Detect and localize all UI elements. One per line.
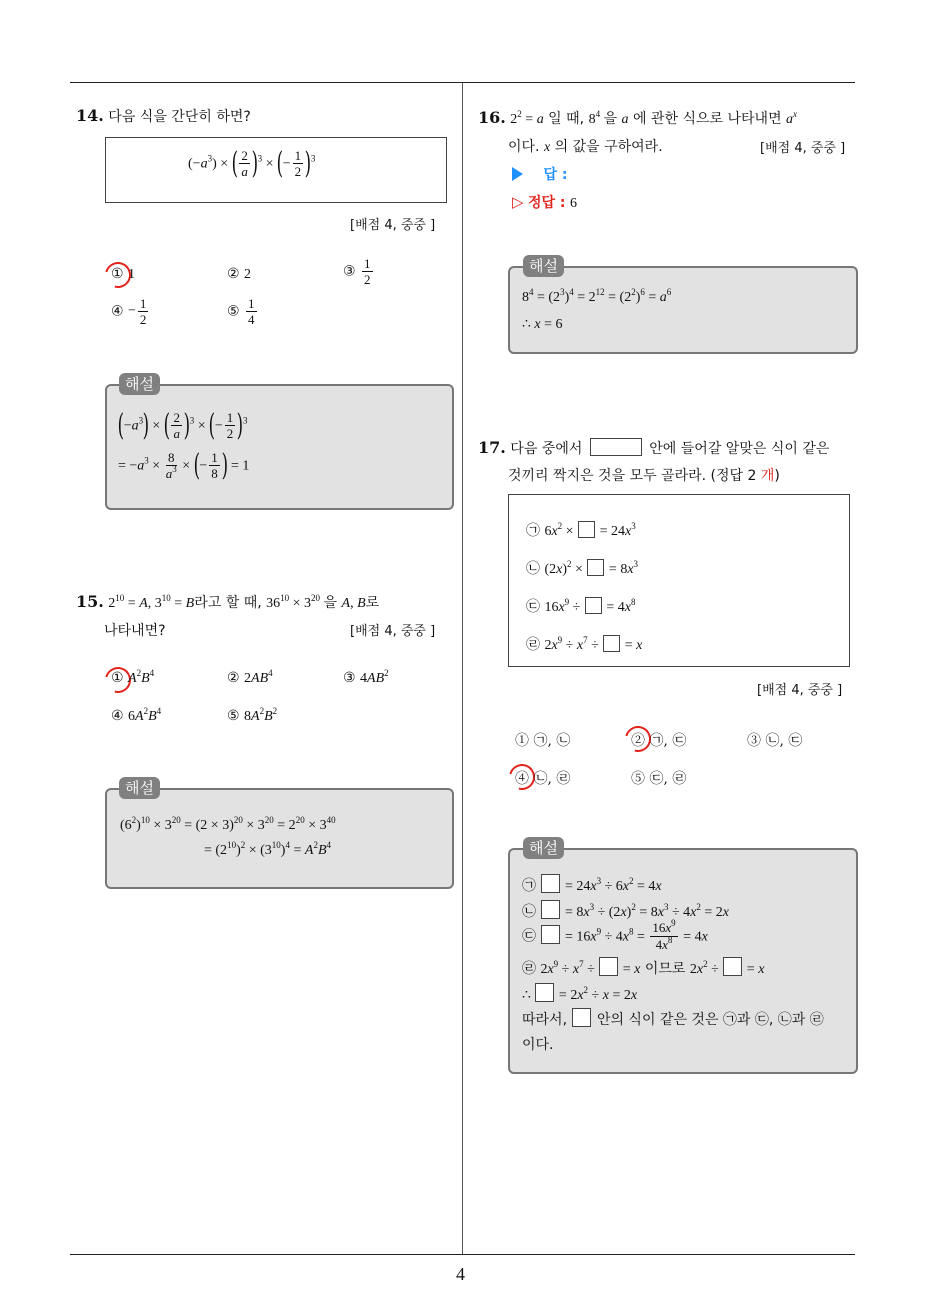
- explanation-tab: 해설: [119, 777, 160, 799]
- explanation-line-2: ㉡ = $8x^3 \div (2x)^2 = 8x^3 \div 4x^2 = 2x$: [522, 902, 729, 920]
- blank-box: [590, 438, 642, 456]
- choice-4[interactable]: ④ $6A^2B^4$: [111, 706, 162, 724]
- explanation-line-1: $(6^2)^{10} \times 3^{20} = (2 \times 3)^{20} \times 3^{20} = 2^{20} \times 3^{40}$: [120, 815, 336, 833]
- explanation-line-2: = $(2^{10})^2 \times (3^{10})^4 = A^2B^4$: [204, 840, 331, 858]
- explanation-line-2: = $-a^3$ × $\frac{8}{a^3}$ × (− $\frac{1}{8}$ ) = 1: [118, 448, 250, 483]
- explanation-box: [105, 384, 454, 510]
- answer-row: [512, 164, 567, 184]
- score-label: [배점 4, 중중 ]: [350, 218, 436, 233]
- question-15-line2: 나타내면?: [104, 623, 166, 639]
- choice-3[interactable]: ③ $\frac{1}{2}$: [343, 256, 371, 287]
- explanation-line-3: ㉢ = $16x^9 \div 4x^8$ = $\frac{16x^9}{4x^8}$ = 4x: [522, 918, 708, 952]
- bottom-rule: [70, 1254, 855, 1255]
- question-number: 16.: [478, 108, 506, 127]
- choice-1[interactable]: ① ㉠, ㉡: [515, 733, 571, 749]
- question-17: 17. 다음 중에서 안에 들어갈 알맞은 식이 같은: [478, 438, 830, 457]
- question-16: 16. $2^2 = a$ 일 때, $8^4$ 을 a 에 관한 식으로 나타내면 $a^x$: [478, 108, 798, 127]
- choice-3[interactable]: ③ $4AB^2$: [343, 668, 389, 686]
- explanation-box: [508, 266, 858, 354]
- question-16-line2: 이다. x 의 값을 구하여라.: [508, 139, 663, 155]
- question-text: 다음 식을 간단히 하면?: [108, 109, 251, 125]
- explanation-line-6: 따라서, 안의 식이 같은 것은 ㉠과 ㉢, ㉡과 ㉣: [522, 1008, 824, 1029]
- question-17-line2: 것끼리 짝지은 것을 모두 골라라. (정답 2 개): [508, 468, 780, 484]
- outline-arrow-icon: ▷: [512, 193, 524, 211]
- item-2: ㉡ $(2x)^2$ × = $8x^3$: [526, 559, 639, 577]
- explanation-tab: 해설: [523, 837, 564, 859]
- page-number: 4: [456, 1264, 465, 1284]
- score-label: [배점 4, 중중 ]: [760, 141, 846, 156]
- explanation-tab: 해설: [523, 255, 564, 277]
- item-4: ㉣ $2x^9 \div x^7$ ÷ = x: [526, 635, 643, 653]
- explanation-line-1: ㉠ = $24x^3 \div 6x^2 = 4x$: [522, 876, 662, 894]
- question-14: [76, 106, 251, 126]
- explanation-line-4: ㉣ $2x^9 \div x^7$ ÷ = x 이므로 $2x^2$ ÷ = x: [522, 959, 765, 977]
- question-15: 15. $2^{10} = A$, $3^{10} = B$라고 할 때, $36^{10} \times 3^{20}$ 을 A, B로: [76, 592, 380, 611]
- choice-2[interactable]: ② 2: [227, 266, 252, 282]
- item-3: ㉢ $16x^9$ ÷ = $4x^8$: [526, 597, 636, 615]
- choice-2[interactable]: ② ㉠, ㉢: [631, 733, 687, 749]
- explanation-line-1: $8^4 = (2^3)^4 = 2^{12} = (2^2)^6 = a^6$: [522, 287, 672, 305]
- question-number: 14.: [76, 106, 104, 125]
- item-1: ㉠ $6x^2$ × = $24x^3$: [526, 521, 636, 539]
- choice-5[interactable]: ⑤ $8A^2B^2$: [227, 706, 278, 724]
- correct-row: [512, 192, 577, 212]
- choice-3[interactable]: ③ ㉡, ㉢: [747, 733, 803, 749]
- choice-4[interactable]: ④ ㉡, ㉣: [515, 771, 571, 787]
- choice-5[interactable]: ⑤ $\frac{1}{4}$: [227, 296, 255, 327]
- correct-value: 6: [569, 196, 577, 211]
- explanation-line-7: 이다.: [522, 1037, 554, 1053]
- score-label: [배점 4, 중중 ]: [757, 683, 843, 698]
- question-number: 15.: [76, 592, 104, 611]
- correct-label: 정답 :: [528, 195, 566, 211]
- explanation-tab: 해설: [119, 373, 160, 395]
- explanation-box: [105, 788, 454, 889]
- column-divider: [462, 83, 463, 1254]
- expression: $(-a^3)$ × ( $\frac{2}{a}$ )$^3$ × (− $\frac{1}{2}$ )$^3$: [188, 146, 316, 181]
- choice-1[interactable]: ① $A^2B^4$: [111, 668, 155, 686]
- explanation-line-1: $(-a^3)$ × ( $\frac{2}{a}$ )$^3$ × (− $\frac{1}{2}$ )$^3$: [117, 408, 248, 443]
- play-arrow-icon: [512, 167, 523, 181]
- question-number: 17.: [478, 438, 506, 457]
- choice-1[interactable]: ① 1: [111, 266, 136, 282]
- expression-box: [105, 137, 447, 203]
- choice-2[interactable]: ② $2AB^4$: [227, 668, 273, 686]
- explanation-line-2: ∴ x = 6: [522, 317, 563, 332]
- answer-label: 답 :: [543, 167, 568, 183]
- items-box: [508, 494, 850, 667]
- score-label: [배점 4, 중중 ]: [350, 624, 436, 639]
- explanation-line-5: ∴ = $2x^2 \div x = 2x$: [522, 985, 638, 1003]
- choice-5[interactable]: ⑤ ㉢, ㉣: [631, 771, 687, 787]
- choice-4[interactable]: ④ − $\frac{1}{2}$: [111, 296, 147, 327]
